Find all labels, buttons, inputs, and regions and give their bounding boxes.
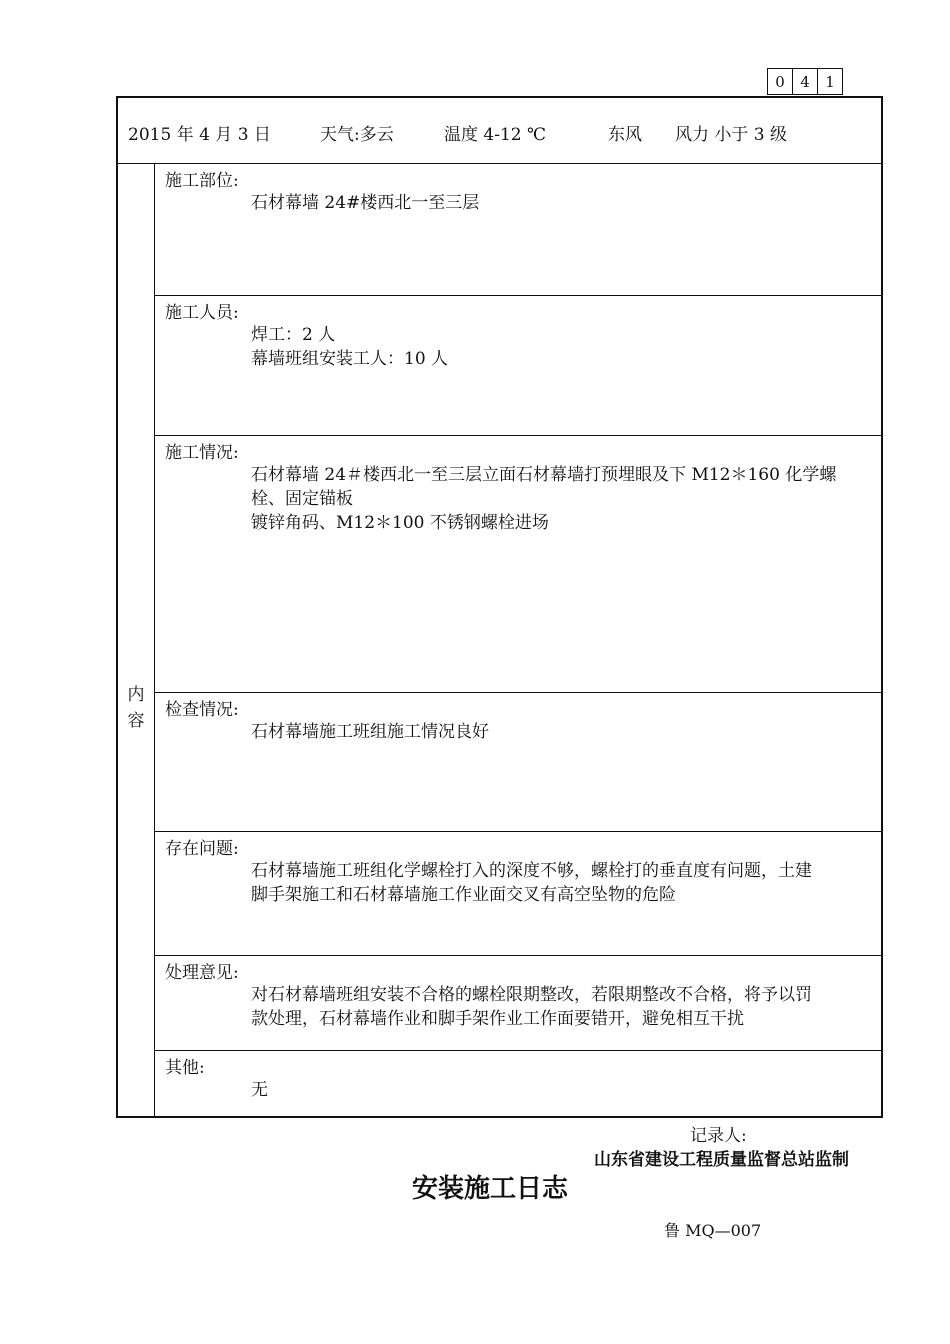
section-progress — [155, 436, 881, 693]
supervisor-text: 山东省建设工程质量监督总站监制 — [594, 1150, 849, 1170]
wind-direction: 东风 — [608, 125, 642, 145]
serial-number — [768, 68, 843, 95]
section-title: 处理意见: — [165, 963, 239, 983]
section-location — [155, 164, 881, 296]
section-title: 存在问题: — [165, 839, 239, 859]
weather: 天气:多云 — [320, 125, 394, 145]
document-title: 安装施工日志 — [412, 1174, 569, 1204]
section-title: 其他: — [165, 1058, 205, 1078]
content-label: 内 容 — [127, 685, 145, 731]
header-row — [118, 98, 881, 164]
section-title: 施工人员: — [165, 303, 239, 323]
section-problems — [155, 832, 881, 956]
log-form — [116, 96, 883, 1118]
section-other — [155, 1051, 881, 1116]
temperature: 温度 4-12 ℃ — [444, 125, 547, 145]
section-inspection — [155, 693, 881, 832]
section-body: 石材幕墙 24#楼西北一至三层 — [251, 193, 480, 213]
section-body: 石材幕墙施工班组施工情况良好 — [251, 722, 489, 742]
serial-digit: 1 — [817, 68, 843, 95]
content-side-column — [118, 164, 155, 1116]
section-body: 焊工：2 人 幕墙班组安装工人：10 人 — [251, 325, 449, 369]
serial-digit: 4 — [792, 68, 818, 95]
section-handling — [155, 956, 881, 1051]
section-body: 无 — [251, 1080, 268, 1100]
section-body: 石材幕墙 24＃楼西北一至三层立面石材幕墙打预埋眼及下 M12＊160 化学螺 栓、固定锚板 镀锌角码、M12＊100 不锈钢螺栓进场 — [251, 465, 837, 533]
section-title: 检查情况: — [165, 700, 239, 720]
section-body: 石材幕墙施工班组化学螺栓打入的深度不够，螺栓打的垂直度有问题，土建 脚手架施工和石材幕墙施工作业面交叉有高空坠物的危险 — [251, 861, 812, 905]
section-body: 对石材幕墙班组安装不合格的螺栓限期整改，若限期整改不合格，将予以罚 款处理，石材幕墙作业和脚手架作业工作面要错开，避免相互干扰 — [251, 985, 812, 1029]
date: 2015 年 4 月 3 日 — [128, 125, 271, 145]
section-title: 施工部位: — [165, 171, 239, 191]
wind-force: 风力 小于 3 级 — [675, 125, 788, 145]
section-personnel — [155, 296, 881, 436]
serial-digit: 0 — [767, 68, 793, 95]
section-title: 施工情况: — [165, 443, 239, 463]
recorder-label: 记录人: — [690, 1126, 747, 1146]
form-code: 鲁 MQ—007 — [664, 1221, 762, 1240]
